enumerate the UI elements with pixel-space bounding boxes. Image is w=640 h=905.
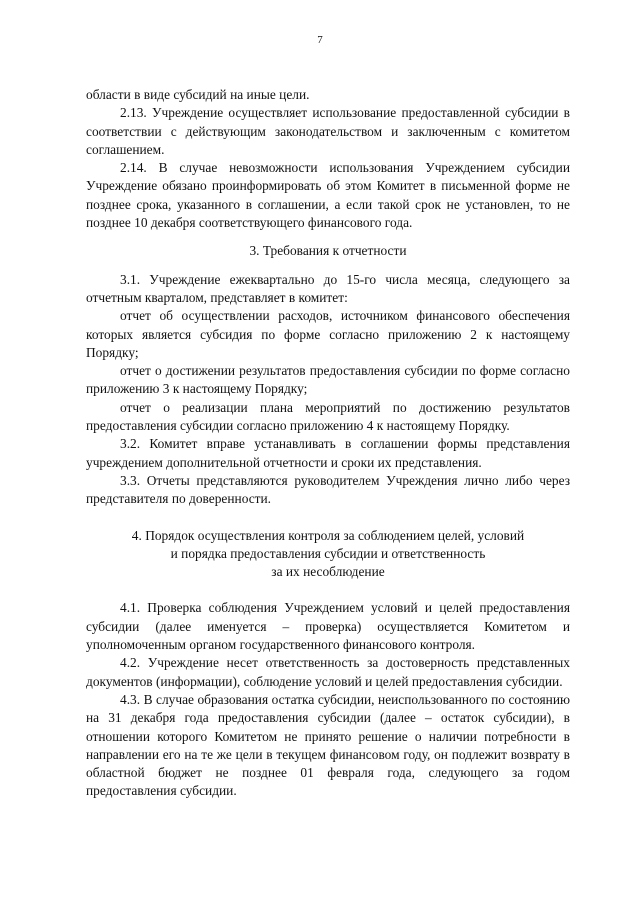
paragraph-3-1-report-expenses: отчет об осуществлении расходов, источником финансового обеспечения которых является субсидия по форме согласно приложению 2 к настоящему Порядку; [86, 308, 570, 360]
paragraph-3-1-report-results: отчет о достижении результатов предоставления субсидии по форме согласно приложению 3 к настоящему Порядку; [86, 363, 570, 397]
paragraph-4-3: 4.3. В случае образования остатка субсидии, неиспользованного по состоянию на 31 декабря года предоставления субсидии (далее – остаток субсидии), в отношении которого Комитетом не принято решение о наличии потребности в направлении его на те же цели в текущем финансовом году, он подлежит возврату в областной бюджет не позднее 01 февраля года, следующего за годом предоставления субсидии. [86, 691, 570, 799]
paragraph-4-2: 4.2. Учреждение несет ответственность за достоверность представленных документов (информации), соблюдение условий и целей предоставления субсидии. [86, 655, 570, 689]
paragraph-continuation: области в виде субсидий на иные цели. [86, 87, 310, 102]
page-number: 7 [317, 34, 323, 46]
paragraph-3-2: 3.2. Комитет вправе устанавливать в соглашении формы представления учреждением дополнительной отчетности и сроки их представления. [86, 436, 570, 470]
paragraph-3-3: 3.3. Отчеты представляются руководителем Учреждения лично либо через представителя по доверенности. [86, 472, 570, 507]
document-body [86, 86, 570, 801]
paragraph-4-1: 4.1. Проверка соблюдения Учреждением условий и целей предоставления субсидии (далее именуется – проверка) осуществляется Комитетом и уполномоченным органом государственного финансового контроля. [86, 600, 570, 653]
section-4-heading-line-1: 4. Порядок осуществления контроля за соблюдением целей, условий [131, 527, 525, 543]
paragraph-2-14: 2.14. В случае невозможности использования Учреждением субсидии Учреждение обязано проинформировать об этом Комитет в письменной форме не позднее срока, указанного в соглашении, а если такой срок не установлен, то не позднее 10 декабря соответствующего финансового года. [86, 160, 570, 231]
section-3-heading: 3. Требования к отчетности [249, 243, 407, 259]
paragraph-2-13: 2.13. Учреждение осуществляет использование предоставленной субсидии в соответствии с действующим законодательством и заключенным с комитетом соглашением. [86, 105, 570, 157]
section-4-heading-line-3: за их несоблюдение [271, 564, 385, 580]
section-4-heading-line-2: и порядка предоставления субсидии и ответственность [170, 545, 486, 561]
paragraph-3-1: 3.1. Учреждение ежеквартально до 15-го числа месяца, следующего за отчетным кварталом, представляет в комитет: [86, 271, 570, 305]
paragraph-3-1-report-plan: отчет о реализации плана мероприятий по достижению результатов предоставления субсидии согласно приложению 4 к настоящему Порядку. [86, 399, 570, 434]
